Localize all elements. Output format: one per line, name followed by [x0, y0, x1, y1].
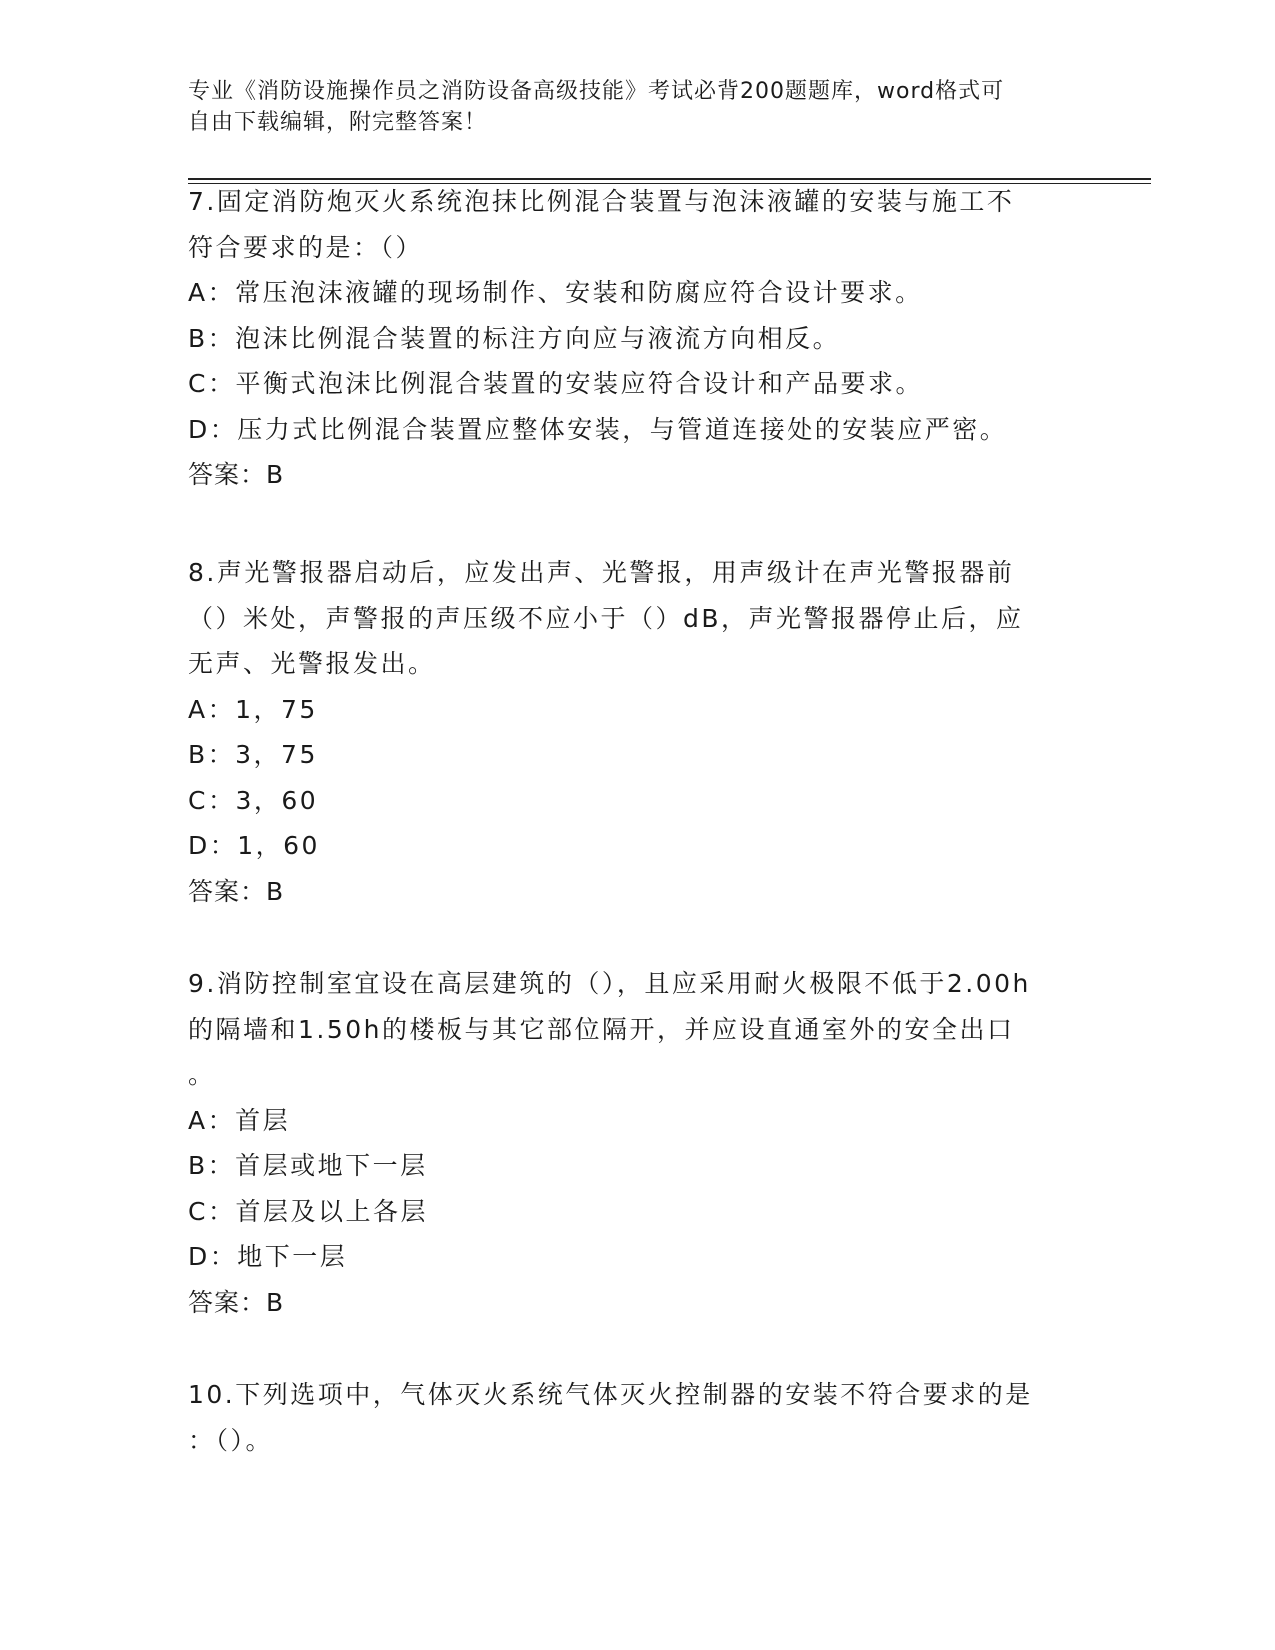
option-d: D：1，60	[188, 831, 320, 860]
question-stem-line: ：（）。	[188, 1425, 274, 1455]
question-10	[188, 1372, 1088, 1463]
option-b: B：3，75	[188, 740, 318, 769]
option-b: B：泡沫比例混合装置的标注方向应与液流方向相反。	[188, 323, 841, 353]
option-a: A：常压泡沫液罐的现场制作、安装和防腐应符合设计要求。	[188, 278, 923, 307]
answer-label: 答案：B	[188, 1287, 285, 1317]
option-c: C：3，60	[188, 785, 319, 815]
answer-label: 答案：B	[188, 460, 285, 489]
question-stem-line: 。	[188, 1060, 216, 1089]
question-stem-line: 符合要求的是：（）	[188, 232, 424, 262]
option-a: A：1，75	[188, 694, 318, 724]
header-line-1: 专业《消防设施操作员之消防设备高级技能》考试必背200题题库，word格式可	[188, 79, 1005, 104]
option-c: C：首层及以上各层	[188, 1196, 428, 1226]
question-9	[188, 961, 1088, 1325]
question-stem-line: 的隔墙和1.50h的楼板与其它部位隔开，并应设直通室外的安全出口	[188, 1014, 1015, 1044]
question-stem-line: 10.下列选项中，气体灭火系统气体灭火控制器的安装不符合要求的是	[188, 1380, 1033, 1409]
question-8	[188, 550, 1088, 914]
question-stem-line: （）米处，声警报的声压级不应小于（）dB，声光警报器停止后，应	[188, 603, 1024, 633]
question-stem-line: 无声、光警报发出。	[188, 649, 436, 678]
question-stem-line: 9.消防控制室宜设在高层建筑的（），且应采用耐火极限不低于2.00h	[188, 969, 1031, 998]
answer-label: 答案：B	[188, 876, 285, 906]
question-stem-line: 8.声光警报器启动后，应发出声、光警报，用声级计在声光警报器前	[188, 558, 1015, 587]
question-7	[188, 179, 1088, 498]
question-stem-line: 7.固定消防炮灭火系统泡抹比例混合装置与泡沫液罐的安装与施工不	[188, 187, 1015, 216]
option-d: D：地下一层	[188, 1242, 348, 1271]
header-line-2: 自由下载编辑，附完整答案！	[188, 110, 488, 135]
option-a: A：首层	[188, 1105, 291, 1135]
document-header	[188, 76, 1088, 138]
option-b: B：首层或地下一层	[188, 1151, 428, 1180]
option-d: D：压力式比例混合装置应整体安装，与管道连接处的安装应严密。	[188, 414, 1008, 444]
option-c: C：平衡式泡沫比例混合装置的安装应符合设计和产品要求。	[188, 369, 923, 398]
